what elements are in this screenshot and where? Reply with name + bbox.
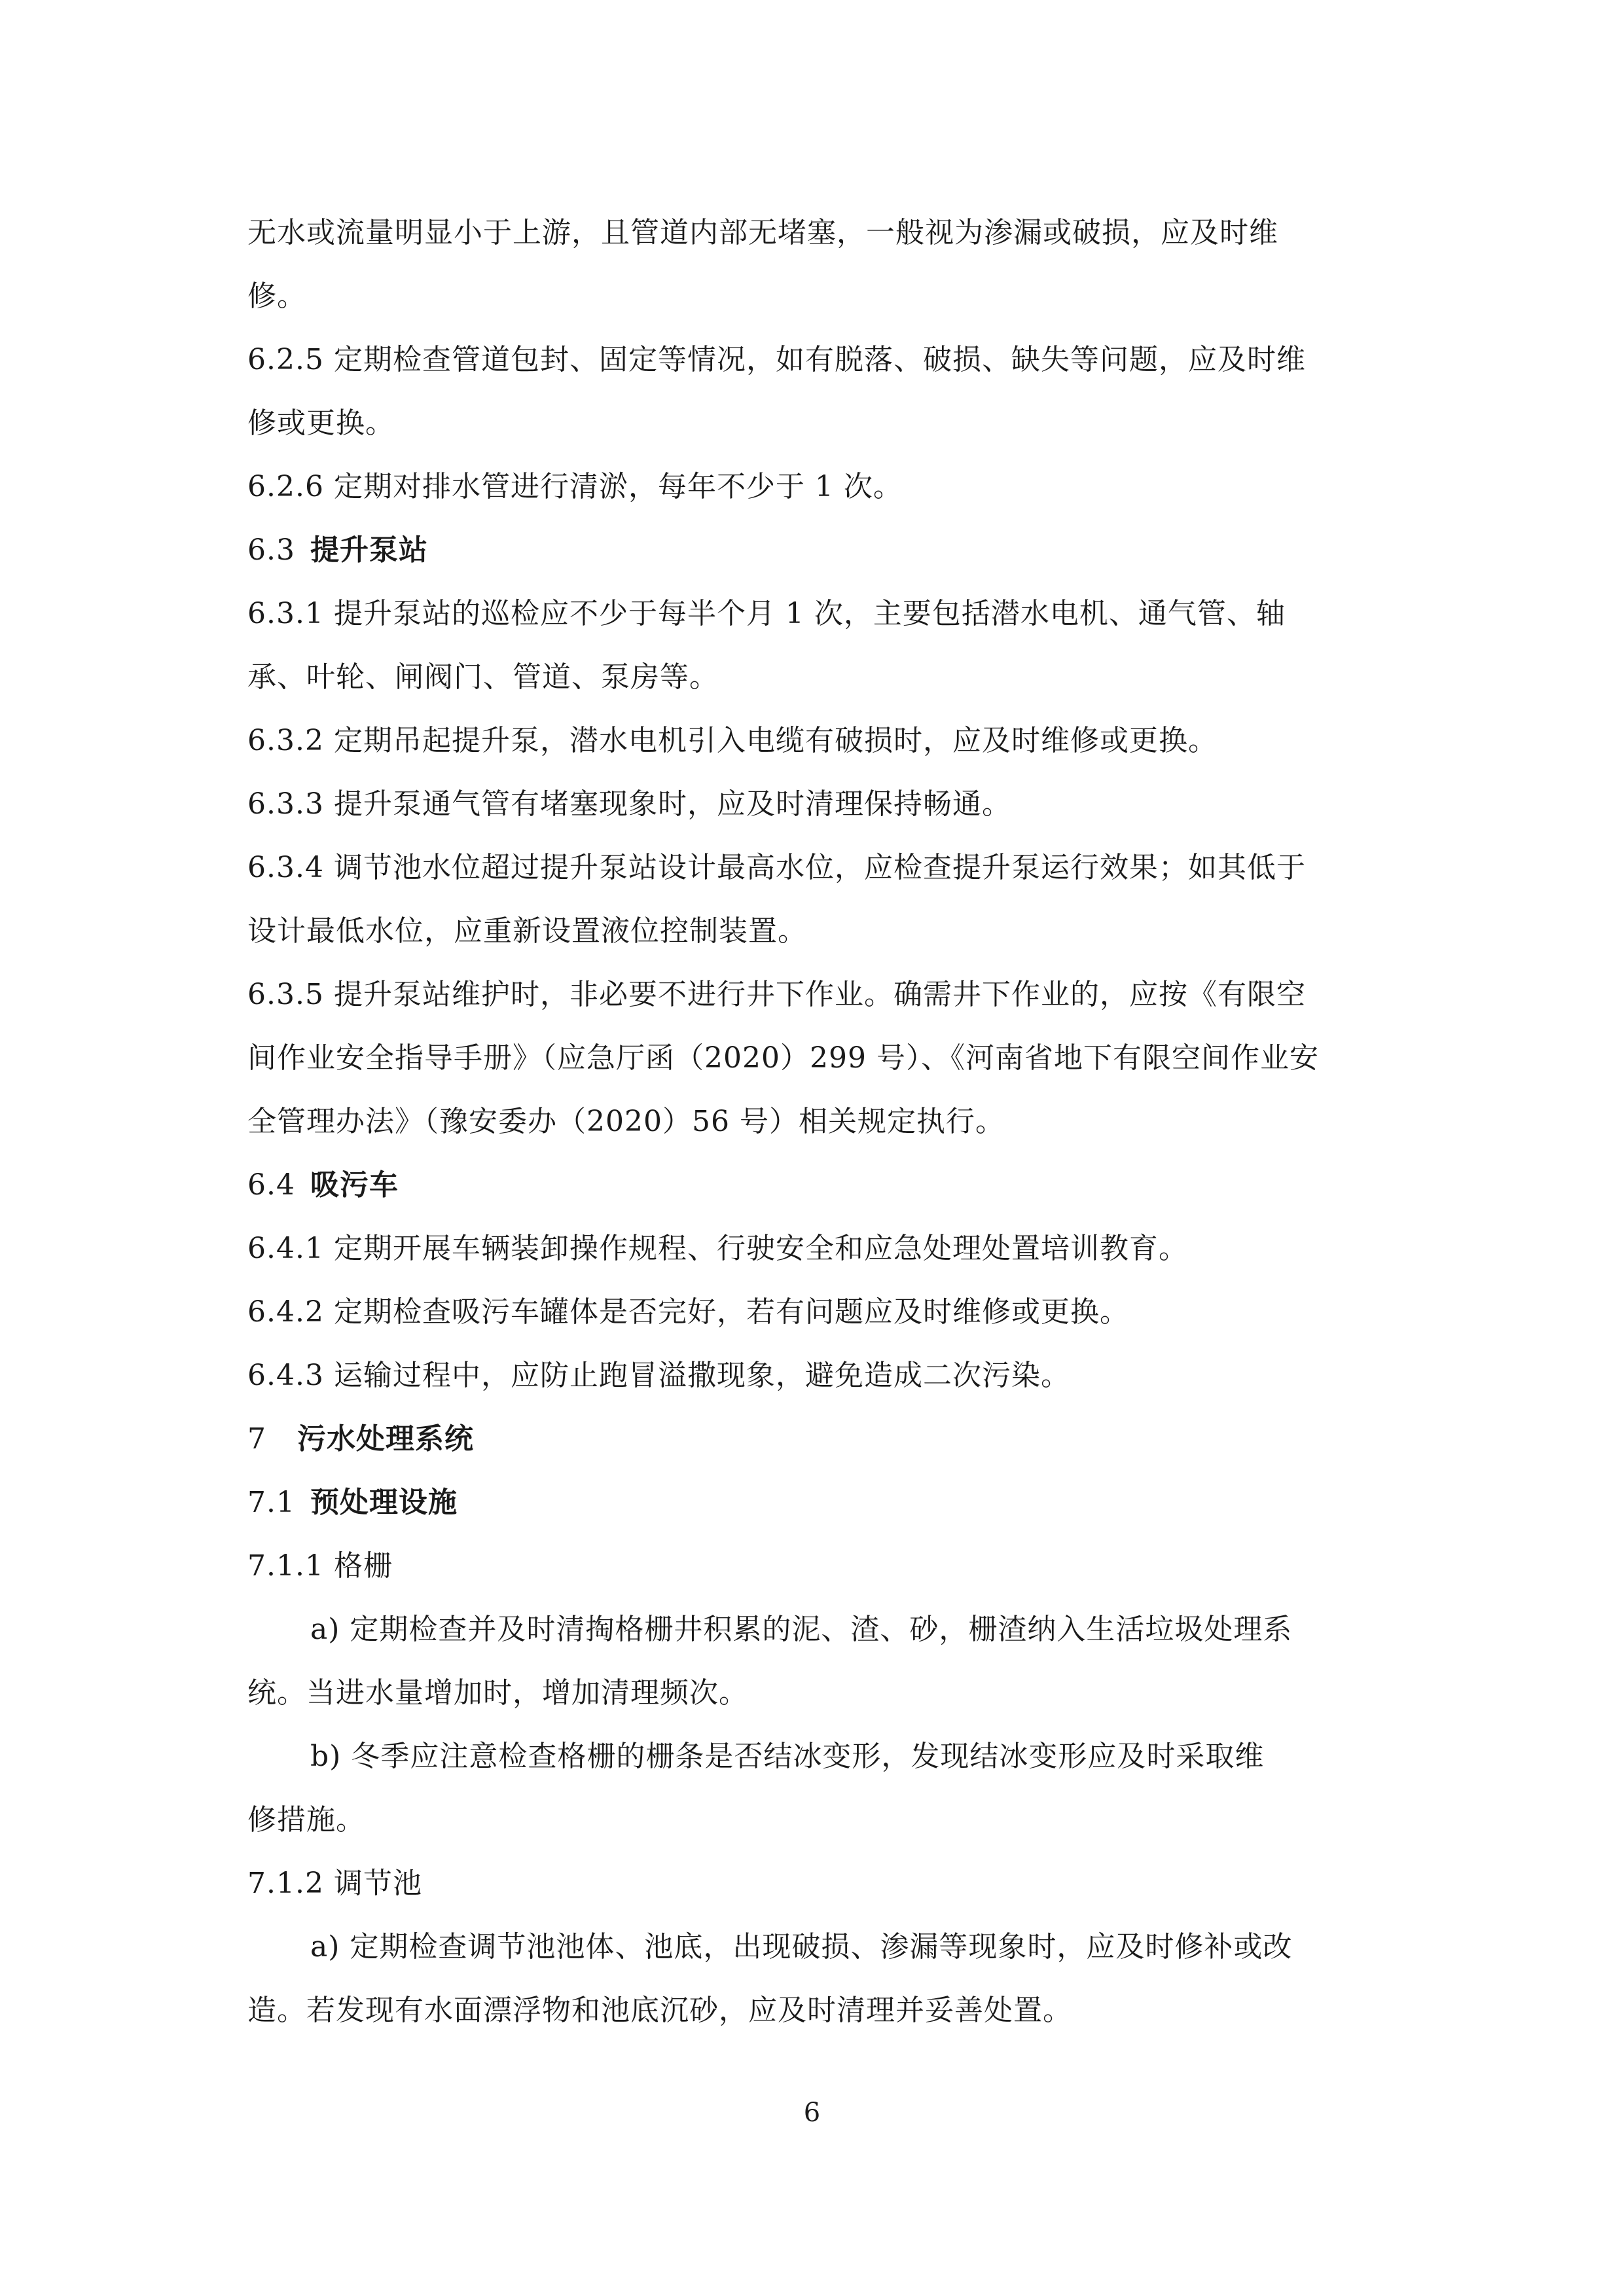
clause-6-3-4: 6.3.4 调节池水位超过提升泵站设计最高水位，应检查提升泵运行效果；如其低于 (247, 851, 1306, 884)
subheading-7-1-2: 7.1.2 调节池 (247, 1867, 422, 1900)
paragraph-line: 承、叶轮、闸阀门、管道、泵房等。 (247, 660, 719, 694)
paragraph-line: 统。当进水量增加时，增加清理频次。 (247, 1676, 748, 1710)
page-number: 6 (803, 2098, 821, 2128)
heading-7 (247, 1420, 1386, 1459)
heading-number: 6.3 (247, 533, 295, 567)
clause-6-4-1: 6.4.1 定期开展车辆装卸操作规程、行驶安全和应急处理处置培训教育。 (247, 1232, 1188, 1265)
heading-title: 污水处理系统 (297, 1422, 474, 1456)
list-item-b: b) 冬季应注意检查格栅的栅条是否结冰变形，发现结冰变形应及时采取维 (310, 1740, 1265, 1773)
heading-number: 6.4 (247, 1168, 295, 1202)
clause-6-3-2: 6.3.2 定期吊起提升泵，潜水电机引入电缆有破损时，应及时维修或更换。 (247, 724, 1218, 757)
heading-title: 提升泵站 (310, 533, 428, 567)
clause-6-3-5: 6.3.5 提升泵站维护时，非必要不进行井下作业。确需井下作业的，应按《有限空 (247, 978, 1306, 1011)
clause-6-4-3: 6.4.3 运输过程中，应防止跑冒溢撒现象，避免造成二次污染。 (247, 1359, 1070, 1392)
paragraph-line: 造。若发现有水面漂浮物和池底沉砂，应及时清理并妥善处置。 (247, 1994, 1072, 2027)
paragraph-line: 全管理办法》（豫安委办（2020）56 号）相关规定执行。 (247, 1105, 1005, 1138)
clause-6-2-6: 6.2.6 定期对排水管进行清淤，每年不少于 1 次。 (247, 470, 903, 503)
paragraph-line: 设计最低水位，应重新设置液位控制装置。 (247, 914, 807, 948)
heading-7-1 (247, 1483, 1386, 1522)
list-item-a: a) 定期检查并及时清掏格栅井积累的泥、渣、砂，栅渣纳入生活垃圾处理系 (310, 1613, 1293, 1646)
paragraph-line: 修或更换。 (247, 406, 395, 440)
paragraph-line: 修。 (247, 279, 306, 313)
clause-6-2-5: 6.2.5 定期检查管道包封、固定等情况，如有脱落、破损、缺失等问题，应及时维 (247, 343, 1306, 376)
subheading-7-1-1: 7.1.1 格栅 (247, 1549, 393, 1583)
heading-number: 7 (247, 1422, 266, 1456)
heading-number: 7.1 (247, 1486, 295, 1519)
heading-title: 吸污车 (310, 1168, 399, 1202)
heading-6-3 (247, 531, 1386, 570)
paragraph-line: 修措施。 (247, 1803, 365, 1837)
paragraph-line: 无水或流量明显小于上游，且管道内部无堵塞，一般视为渗漏或破损，应及时维 (247, 216, 1278, 249)
heading-6-4 (247, 1166, 1386, 1205)
clause-6-3-1: 6.3.1 提升泵站的巡检应不少于每半个月 1 次，主要包括潜水电机、通气管、轴 (247, 597, 1286, 630)
clause-6-4-2: 6.4.2 定期检查吸污车罐体是否完好，若有问题应及时维修或更换。 (247, 1295, 1129, 1329)
list-item-a: a) 定期检查调节池池体、池底，出现破损、渗漏等现象时，应及时修补或改 (310, 1930, 1293, 1964)
clause-6-3-3: 6.3.3 提升泵通气管有堵塞现象时，应及时清理保持畅通。 (247, 787, 1011, 821)
paragraph-line: 间作业安全指导手册》（应急厅函（2020）299 号）、《河南省地下有限空间作业安 (247, 1041, 1319, 1075)
heading-title: 预处理设施 (310, 1486, 458, 1519)
